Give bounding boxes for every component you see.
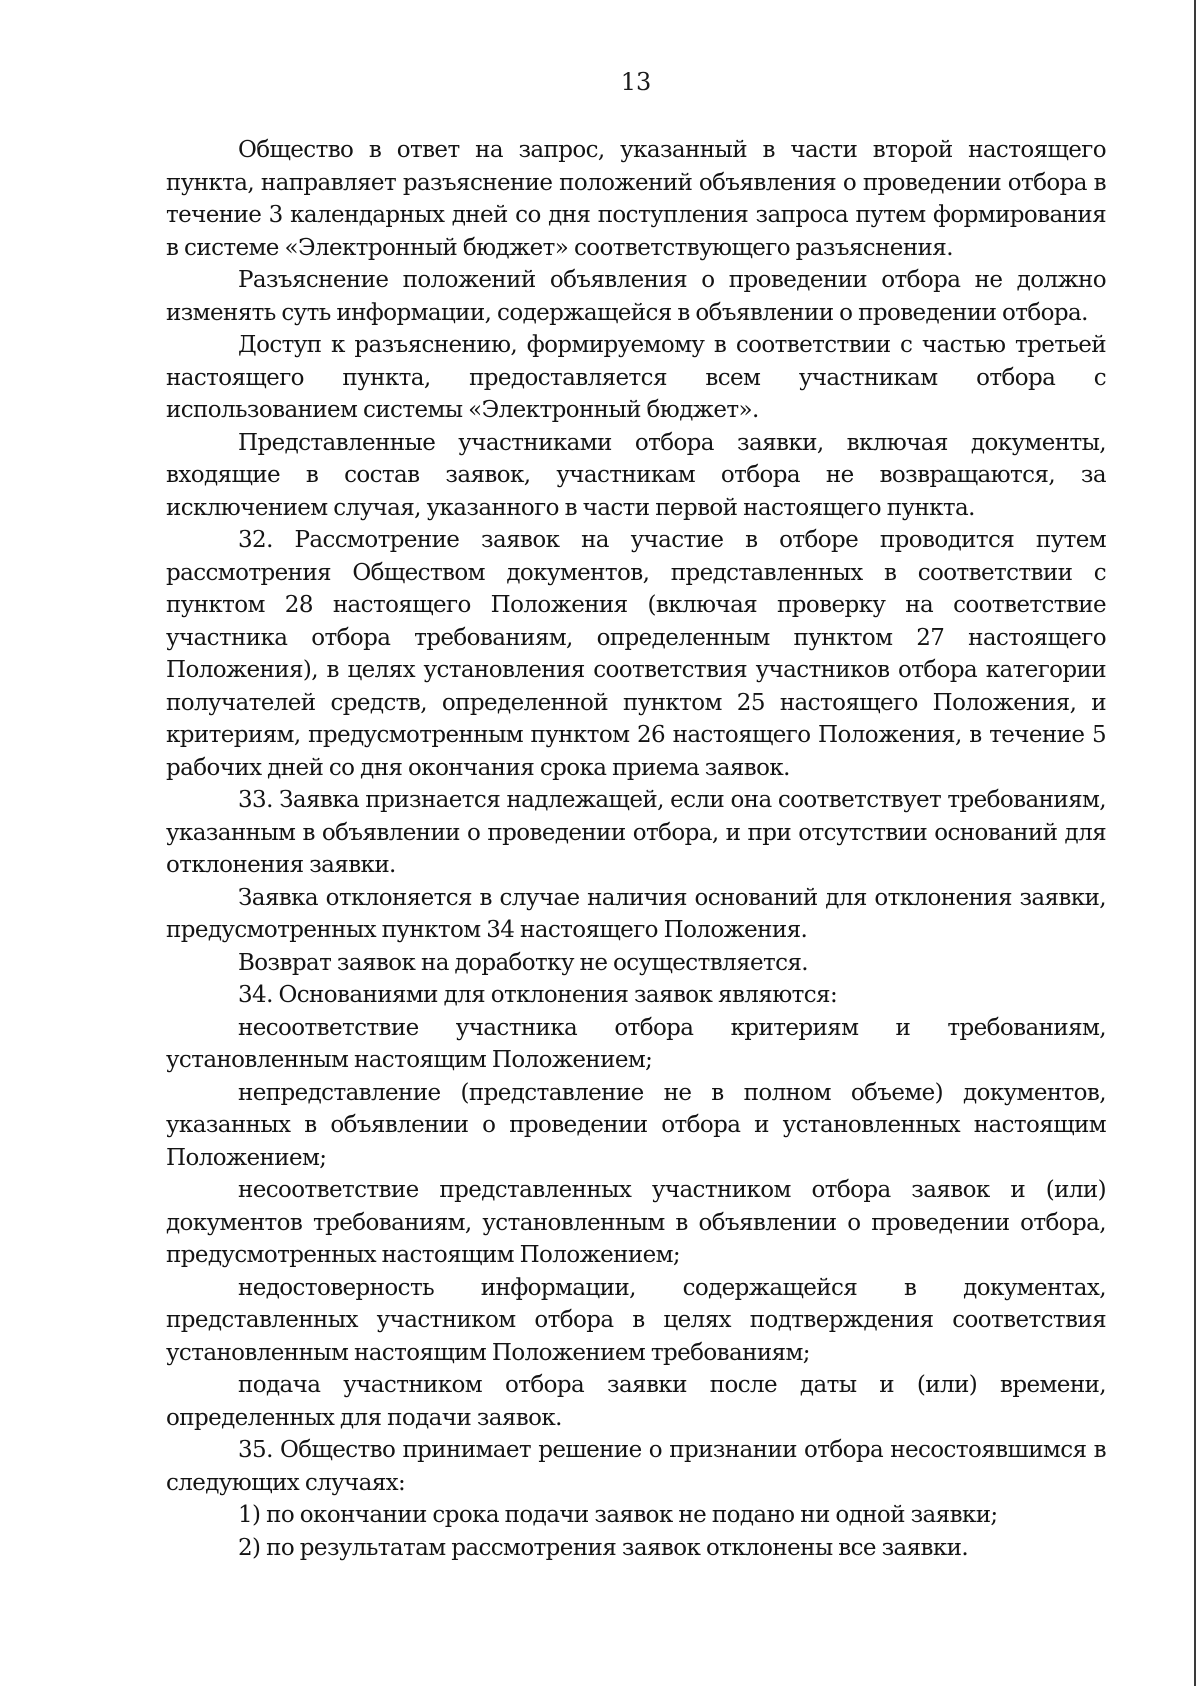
paragraph-item-34: 34. Основаниями для отклонения заявок являются: [238, 982, 838, 1008]
paragraph-item-33: 33. Заявка признается надлежащей, если она соответствует требованиям, указанным в объявлении о проведении отбора, и при отсутствии оснований для отклонения заявки. [166, 787, 1106, 878]
paragraph: Общество в ответ на запрос, указанный в части второй настоящего пункта, направляет разъяснение положений объявления о проведении отбора в течение 3 календарных дней со дня поступления запроса путем формирования в системе «Электронный бюджет» соответствующего разъяснения. [166, 137, 1106, 261]
paragraph: несоответствие представленных участником отбора заявок и (или) документов требованиям, установленным в объявлении о проведении отбора, предусмотренных настоящим Положением; [166, 1177, 1106, 1268]
paragraph: Доступ к разъяснению, формируемому в соответствии с частью третьей настоящего пункта, предоставляется всем участникам отбора с использованием системы «Электронный бюджет». [166, 332, 1106, 423]
paragraph: недостоверность информации, содержащейся в документах, представленных участником отбора в целях подтверждения соответствия установленным настоящим Положением требованиям; [166, 1274, 1106, 1366]
paragraph: Заявка отклоняется в случае наличия оснований для отклонения заявки, предусмотренных пунктом 34 настоящего Положения. [166, 884, 1106, 943]
paragraph-item-32: 32. Рассмотрение заявок на участие в отборе проводится путем рассмотрения Обществом документов, представленных в соответствии с пунктом 28 настоящего Положения (включая проверку на соответствие участника отбора требованиям, определенным пунктом 27 настоящего Положения), в целях установления соответствия участников отбора категории получателей средств, определенной пунктом 25 настоящего Положения, и критериям, предусмотренным пунктом 26 настоящего Положения, в течение 5 рабочих дней со дня окончания срока приема заявок. [166, 527, 1106, 781]
list-item: 1) по окончании срока подачи заявок не подано ни одной заявки; [238, 1502, 998, 1528]
paragraph: подача участником отбора заявки после даты и (или) времени, определенных для подачи заявок. [166, 1372, 1106, 1431]
paragraph: Возврат заявок на доработку не осуществляется. [238, 949, 809, 976]
paragraph: Представленные участниками отбора заявки, включая документы, входящие в состав заявок, участникам отбора не возвращаются, за исключением случая, указанного в части первой настоящего пункта. [166, 429, 1106, 521]
list-item: 2) по результатам рассмотрения заявок отклонены все заявки. [238, 1534, 969, 1561]
document-body [166, 134, 1106, 1564]
paragraph: непредставление (представление не в полном объеме) документов, указанных в объявлении о проведении отбора и установленных настоящим Положением; [166, 1079, 1106, 1171]
paragraph: несоответствие участника отбора критериям и требованиям, установленным настоящим Положением; [166, 1014, 1106, 1073]
page-number: 13 [620, 68, 652, 96]
scan-edge-line [1194, 0, 1196, 1686]
paragraph-item-35: 35. Общество принимает решение о признании отбора несостоявшимся в следующих случаях: [166, 1437, 1106, 1496]
paragraph: Разъяснение положений объявления о проведении отбора не должно изменять суть информации, содержащейся в объявлении о проведении отбора. [166, 267, 1106, 326]
